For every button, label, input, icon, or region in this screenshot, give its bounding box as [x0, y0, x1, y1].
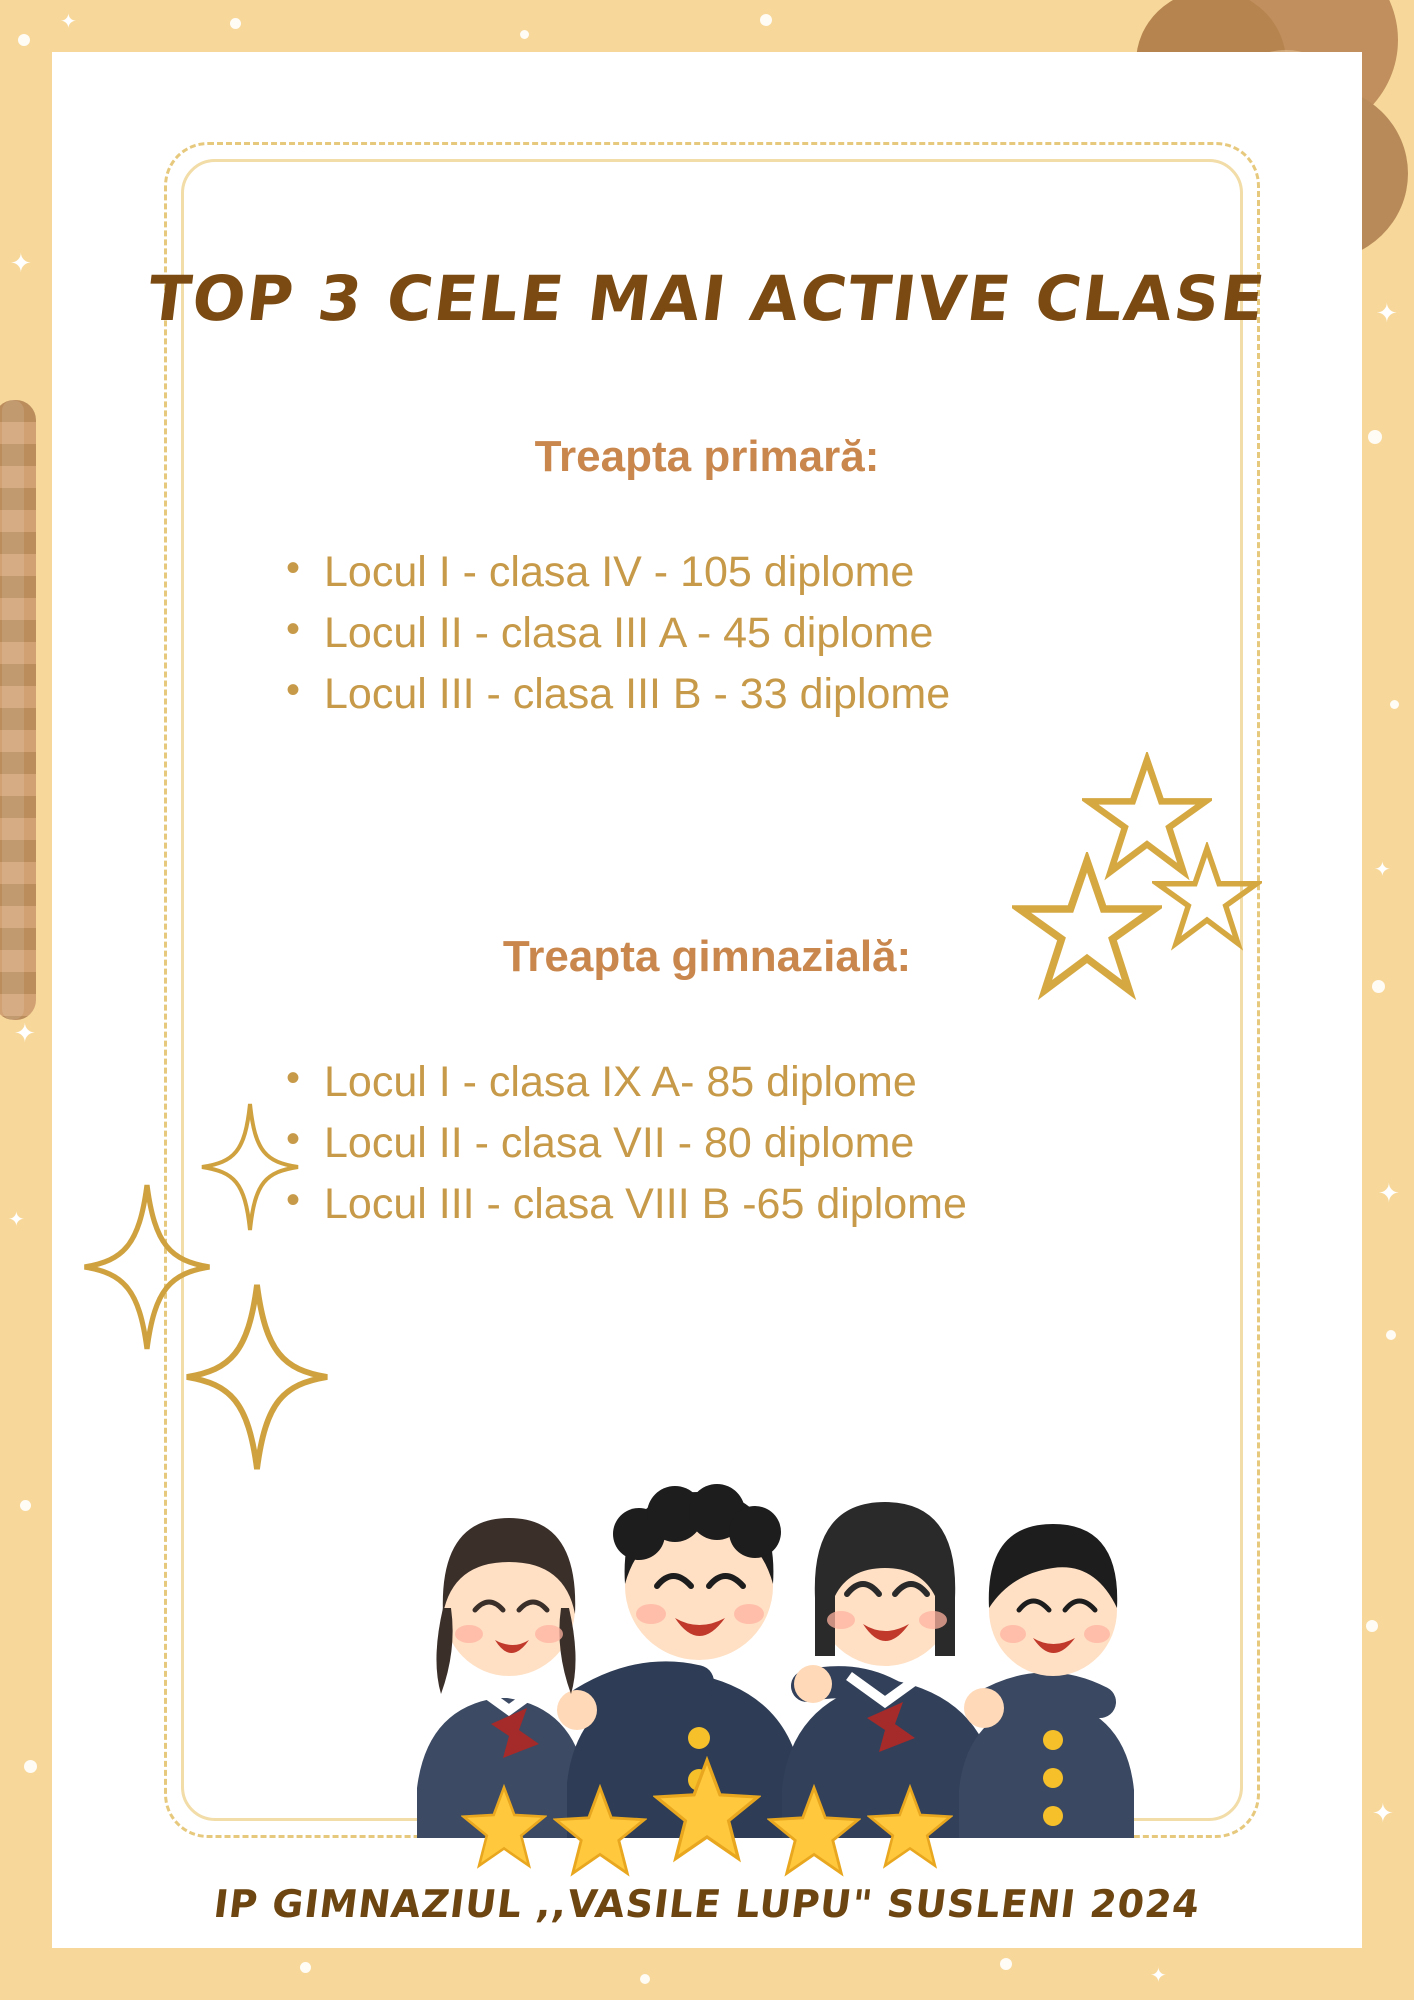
page-title: TOP 3 CELE MAI ACTIVE CLASE [143, 262, 1271, 335]
list-item: • Locul III - clasa III B - 33 diplome [280, 664, 950, 725]
list-item: • Locul II - clasa VII - 80 diplome [280, 1113, 967, 1174]
list-item: • Locul I - clasa IV - 105 diplome [280, 542, 950, 603]
section-heading-gimnaziala: Treapta gimnazială: [502, 932, 912, 981]
star-icon [867, 1784, 953, 1870]
star-icon [553, 1784, 647, 1878]
sparkle-icon [200, 1102, 300, 1232]
star-icon [767, 1784, 861, 1878]
section-heading-primary: Treapta primară: [534, 432, 880, 481]
star-rating-row [52, 1760, 1362, 1870]
border-decoration: ✦ ✦ ✦ ✦ ✦ ✦ ✦ ✦ ✦ [8, 11, 1400, 1987]
star-icon [653, 1756, 761, 1864]
list-gimnaziala [280, 1052, 967, 1235]
list-item: • Locul II - clasa III A - 45 diplome [280, 603, 950, 664]
outline-star-icon [1012, 852, 1162, 1002]
outline-star-icon [1152, 842, 1262, 952]
list-item: • Locul III - clasa VIII B -65 diplome [280, 1174, 967, 1235]
ribbon-decoration [0, 400, 36, 1020]
poster-card [52, 52, 1362, 1948]
footer-text: IP GIMNAZIUL ,,VASILE LUPU" SUSLENI 2024 [211, 1882, 1203, 1926]
list-item: • Locul I - clasa IX A- 85 diplome [280, 1052, 967, 1113]
star-icon [461, 1784, 547, 1870]
list-primary [280, 542, 950, 725]
